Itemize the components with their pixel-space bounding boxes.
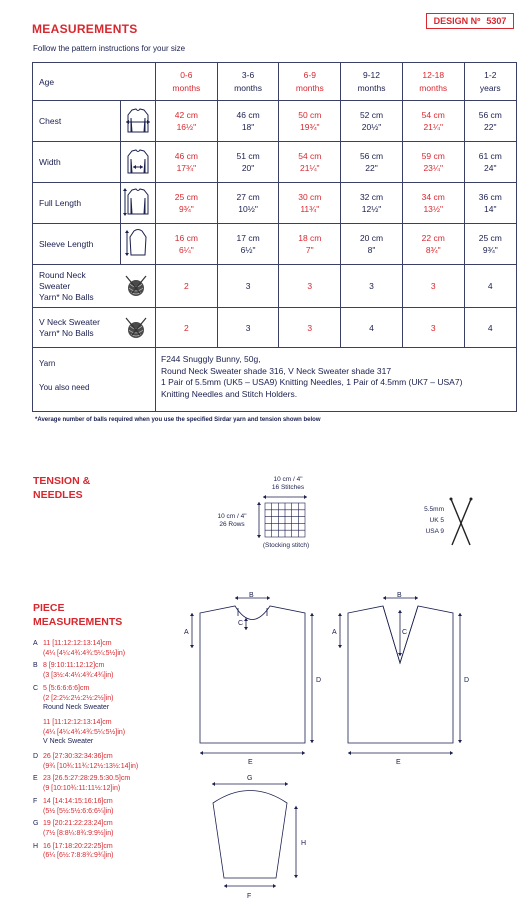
v-neck-label: V Neck Sweater Yarn* No Balls xyxy=(33,308,156,348)
list-item: F 14 [14:14:15:16:16]cm (5½ [5½:5½:6:6:6¼]in) xyxy=(33,797,114,815)
value-cell: 20 cm 8" xyxy=(341,224,403,265)
label-f: F xyxy=(247,893,252,900)
value-cell: 22 cm 8¾" xyxy=(402,224,464,265)
table-row xyxy=(33,101,517,142)
value-cell: 3 xyxy=(341,265,403,308)
value-cell: 4 xyxy=(341,308,403,348)
value-cell: 16 cm 6¼" xyxy=(156,224,218,265)
label-h: H xyxy=(301,840,307,847)
value-cell: 3 xyxy=(217,265,279,308)
value-cell: 54 cm 21¼" xyxy=(402,101,464,142)
label-e: E xyxy=(396,759,401,766)
tension-swatch-grid xyxy=(255,495,315,541)
value-cell: 3 xyxy=(279,265,341,308)
label-g: G xyxy=(247,775,253,782)
label-a: A xyxy=(332,629,337,636)
page-title: MEASUREMENTS xyxy=(32,22,138,36)
sleeve-icon xyxy=(121,224,156,265)
value-cell: 25 cm 9¾" xyxy=(464,224,516,265)
piece-measurements-heading: PIECE MEASUREMENTS xyxy=(33,602,123,628)
round-neck-diagram xyxy=(180,588,330,768)
age-cell: 6-9 months xyxy=(279,63,341,101)
label-d: D xyxy=(464,677,470,684)
list-item: G 19 [20:21:22:23:24]cm (7½ [8:8¼:8¾:9:9½]in) xyxy=(33,820,114,837)
yarn-ball-icon xyxy=(123,315,149,341)
row-label: Full Length xyxy=(33,183,121,224)
value-cell: 25 cm 9¾" xyxy=(156,183,218,224)
value-cell: 42 cm 16½" xyxy=(156,101,218,142)
tension-heading: TENSION & NEEDLES xyxy=(33,475,91,501)
row-label: Sleeve Length xyxy=(33,224,121,265)
age-cell: 3-6 months xyxy=(217,63,279,101)
width-icon xyxy=(121,142,156,183)
design-label: DESIGN Nº xyxy=(433,16,481,26)
value-cell: 32 cm 12½" xyxy=(341,183,403,224)
value-cell: 46 cm 17¾" xyxy=(156,142,218,183)
length-icon xyxy=(121,183,156,224)
piece-measurements-list xyxy=(33,639,138,861)
measurements-table xyxy=(32,62,517,412)
age-cell: 0-6 months xyxy=(156,63,218,101)
list-item: H 16 [17:18:20:22:25]cm (6¼ [6½:7:8:8¾:9¾]in) xyxy=(33,842,114,860)
yarn-label-cell: Yarn You also need xyxy=(33,348,156,412)
value-cell: 52 cm 20½" xyxy=(341,101,403,142)
label-c: C xyxy=(238,620,244,627)
value-cell: 34 cm 13½" xyxy=(402,183,464,224)
value-cell: 3 xyxy=(402,265,464,308)
tension-rows-label: 10 cm / 4" 26 Rows xyxy=(217,513,247,528)
round-neck-label: Round Neck Sweater Yarn* No Balls xyxy=(33,265,156,308)
value-cell: 36 cm 14" xyxy=(464,183,516,224)
value-cell: 3 xyxy=(402,308,464,348)
age-cell: 12-18 months xyxy=(402,63,464,101)
value-cell: 2 xyxy=(156,265,218,308)
table-row xyxy=(33,308,517,348)
value-cell: 27 cm 10½" xyxy=(217,183,279,224)
table-row xyxy=(33,348,517,412)
label-d: D xyxy=(316,677,322,684)
needle-sizes: 5.5mm UK 5 USA 9 xyxy=(424,506,444,535)
tension-stitches-label: 10 cm / 4" 16 Stitches xyxy=(271,476,305,491)
table-row xyxy=(33,142,517,183)
age-cell: 9-12 months xyxy=(341,63,403,101)
value-cell: 18 cm 7" xyxy=(279,224,341,265)
yarn-details-cell: F244 Snuggly Bunny, 50g, Round Neck Sweater shade 316, V Neck Sweater shade 317 1 Pair of 5.5mm (UK5 – USA9) Knitting Needles, 1 Pair of 4.5mm (UK7 – USA7) Knitting Needles and Stitch Holders. xyxy=(156,348,517,412)
value-cell: 17 cm 6½" xyxy=(217,224,279,265)
value-cell: 2 xyxy=(156,308,218,348)
value-cell: 50 cm 19¾" xyxy=(279,101,341,142)
list-item: E 23 [26.5:27:28:29.5:30.5]cm (9 [10:10¾:11:11½:12]in) xyxy=(33,775,131,793)
list-item: C 5 [5:6:6:6:6]cm (2 [2:2½:2½:2½:2½]in) Round Neck Sweater xyxy=(33,684,114,712)
age-cell: 1-2 years xyxy=(464,63,516,101)
tension-stitch-type: (Stocking stitch) xyxy=(262,542,310,549)
value-cell: 56 cm 22" xyxy=(341,142,403,183)
value-cell: 4 xyxy=(464,265,516,308)
list-item: A 11 [11:12:12:13:14]cm (4¼ [4¼:4¾:4¾:5¼:5½]in) xyxy=(33,640,126,657)
row-label: Width xyxy=(33,142,121,183)
value-cell: 3 xyxy=(217,308,279,348)
value-cell: 56 cm 22" xyxy=(464,101,516,142)
value-cell: 46 cm 18" xyxy=(217,101,279,142)
table-row xyxy=(33,63,517,101)
list-item: B 8 [9:10:11:12:12]cm (3 [3½:4:4¼:4¾:4¾]in) xyxy=(33,662,114,680)
table-row xyxy=(33,265,517,308)
label-b: B xyxy=(249,592,254,599)
value-cell: 4 xyxy=(464,308,516,348)
list-item: 11 [11:12:12:13:14]cm (4¼ [4¼:4¾:4¾:5¼:5½]in) V Neck Sweater xyxy=(43,718,126,746)
value-cell: 59 cm 23¼" xyxy=(402,142,464,183)
label-e: E xyxy=(248,759,253,766)
value-cell: 54 cm 21¼" xyxy=(279,142,341,183)
yarn-ball-icon xyxy=(123,273,149,299)
list-item: D 26 [27:30:32:34:36]cm (9¾ [10¾:11¾:12½:13½:14]in) xyxy=(33,753,139,770)
value-cell: 30 cm 11¾" xyxy=(279,183,341,224)
chest-icon xyxy=(121,101,156,142)
crossed-needles-icon xyxy=(448,497,474,547)
table-row xyxy=(33,183,517,224)
value-cell: 3 xyxy=(279,308,341,348)
label-b: B xyxy=(397,592,402,599)
label-a: A xyxy=(184,629,189,636)
table-row xyxy=(33,224,517,265)
label-c: C xyxy=(402,629,408,636)
design-number-box xyxy=(426,13,514,29)
footnote: *Average number of balls required when you use the specified Sirdar yarn and tension shown below xyxy=(35,417,321,423)
row-label: Chest xyxy=(33,101,121,142)
age-label: Age xyxy=(33,63,156,101)
intro-text: Follow the pattern instructions for your size xyxy=(33,44,186,53)
design-number: 5307 xyxy=(486,16,507,26)
value-cell: 61 cm 24" xyxy=(464,142,516,183)
value-cell: 51 cm 20" xyxy=(217,142,279,183)
sleeve-diagram xyxy=(198,768,318,903)
v-neck-diagram xyxy=(328,588,478,768)
